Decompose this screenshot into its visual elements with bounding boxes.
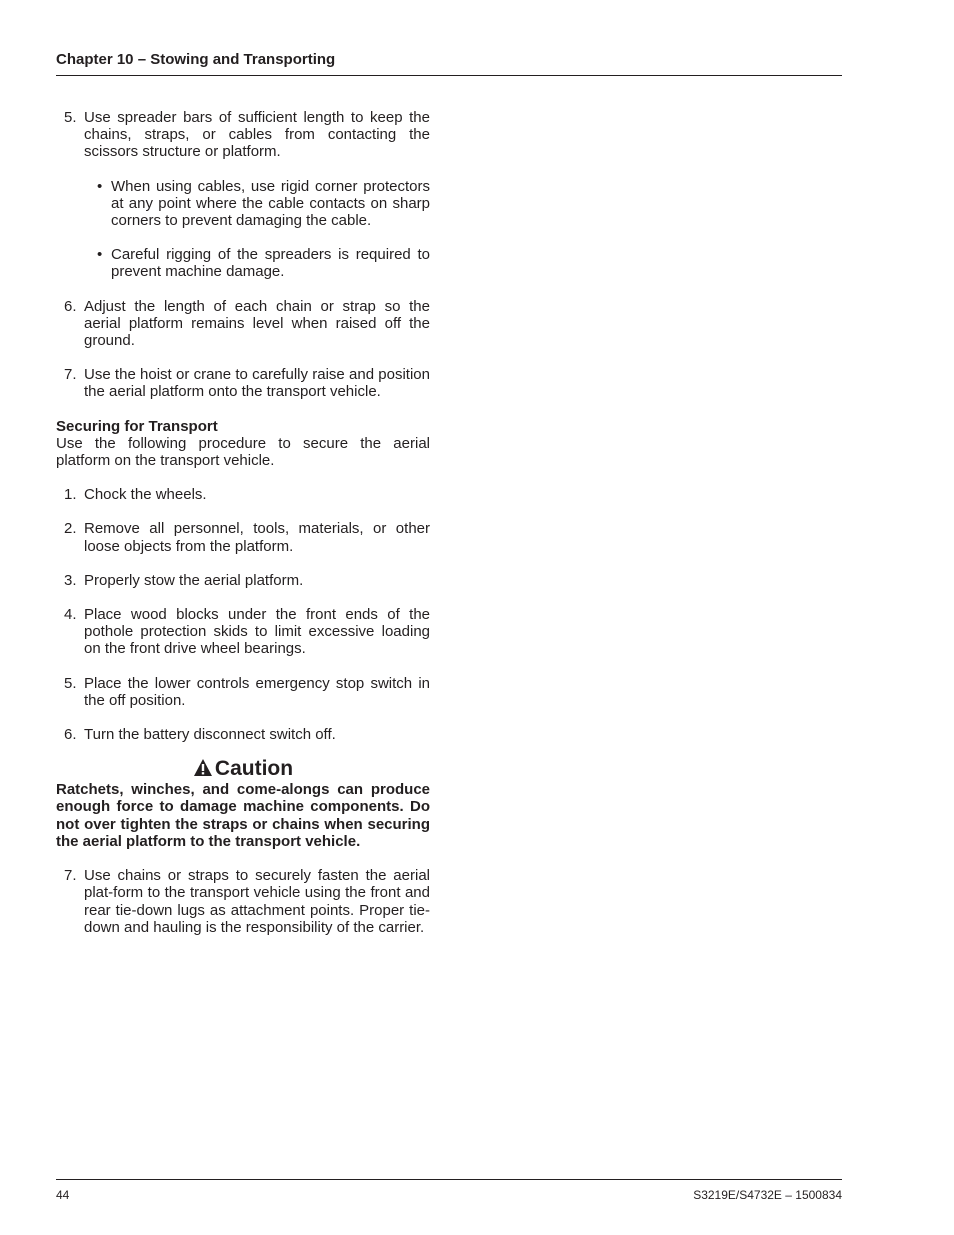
bullet-symbol: •	[97, 177, 103, 195]
bullet-item	[97, 246, 430, 281]
list-text: Properly stow the aerial platform.	[84, 571, 304, 589]
page-header	[56, 51, 842, 76]
bullet-symbol: •	[97, 246, 103, 264]
list-item	[56, 572, 430, 589]
list-item	[56, 366, 430, 400]
chapter-title: Chapter 10 – Stowing and Transporting	[56, 51, 336, 68]
list-item	[56, 298, 430, 350]
main-column	[56, 109, 430, 953]
page-number: 44	[56, 1188, 70, 1202]
list-item	[56, 486, 430, 503]
list-text: Remove all personnel, tools, materials, or other loose objects from the platform.	[84, 520, 430, 555]
list-number: 7.	[64, 867, 77, 885]
list-text: Use chains or straps to securely fasten the aerial plat-form to the transport vehicle using the front and rear tie-down lugs as attachment points. Proper tie-down and hauling is the responsibility of the carrier.	[84, 867, 430, 936]
warning-triangle-icon	[193, 758, 213, 777]
list-text: Place the lower controls emergency stop switch in the off position.	[84, 674, 430, 709]
list-item	[56, 109, 430, 161]
list-number: 5.	[64, 109, 77, 126]
list-number: 3.	[64, 571, 77, 589]
securing-section	[56, 418, 430, 470]
list-text: Use spreader bars of sufficient length to keep the chains, straps, or cables from contacting the scissors structure or platform.	[84, 109, 430, 161]
list-number: 2.	[64, 520, 77, 538]
list-text: Use the hoist or crane to carefully raise and position the aerial platform onto the transport vehicle.	[84, 366, 430, 401]
list-item	[56, 675, 430, 709]
list-text: Place wood blocks under the front ends of the pothole protection skids to limit excessive loading on the front drive wheel bearings.	[84, 606, 430, 658]
list-item	[56, 867, 430, 936]
caution-title: Caution	[214, 757, 294, 781]
list-number: 6.	[64, 297, 77, 315]
caution-body: Ratchets, winches, and come-alongs can produce enough force to damage machine components. Do not over tighten the straps or chains when securing the aerial platform to the transport vehicle.	[56, 781, 430, 850]
document-id: S3219E/S4732E – 1500834	[693, 1188, 842, 1202]
section-heading: Securing for Transport	[56, 417, 218, 435]
list-text: Adjust the length of each chain or strap so the aerial platform remains level when raised off the ground.	[84, 297, 430, 350]
list-item	[56, 520, 430, 554]
list-item	[56, 606, 430, 658]
bullet-text: When using cables, use rigid corner protectors at any point where the cable contacts on sharp corners to prevent damaging the cable.	[111, 177, 430, 230]
list-number: 5.	[64, 674, 77, 692]
list-number: 4.	[64, 606, 77, 624]
list-number: 6.	[64, 726, 77, 744]
bullet-text: Careful rigging of the spreaders is required to prevent machine damage.	[111, 246, 430, 281]
list-number: 1.	[64, 486, 77, 504]
bullet-item	[97, 177, 430, 230]
section-intro: Use the following procedure to secure the aerial platform on the transport vehicle.	[56, 434, 430, 470]
caution-heading	[56, 757, 430, 781]
list-item	[56, 726, 430, 743]
list-number: 7.	[64, 366, 77, 384]
list-text: Chock the wheels.	[84, 486, 207, 504]
list-text: Turn the battery disconnect switch off.	[84, 726, 336, 744]
page-footer	[56, 1179, 842, 1202]
